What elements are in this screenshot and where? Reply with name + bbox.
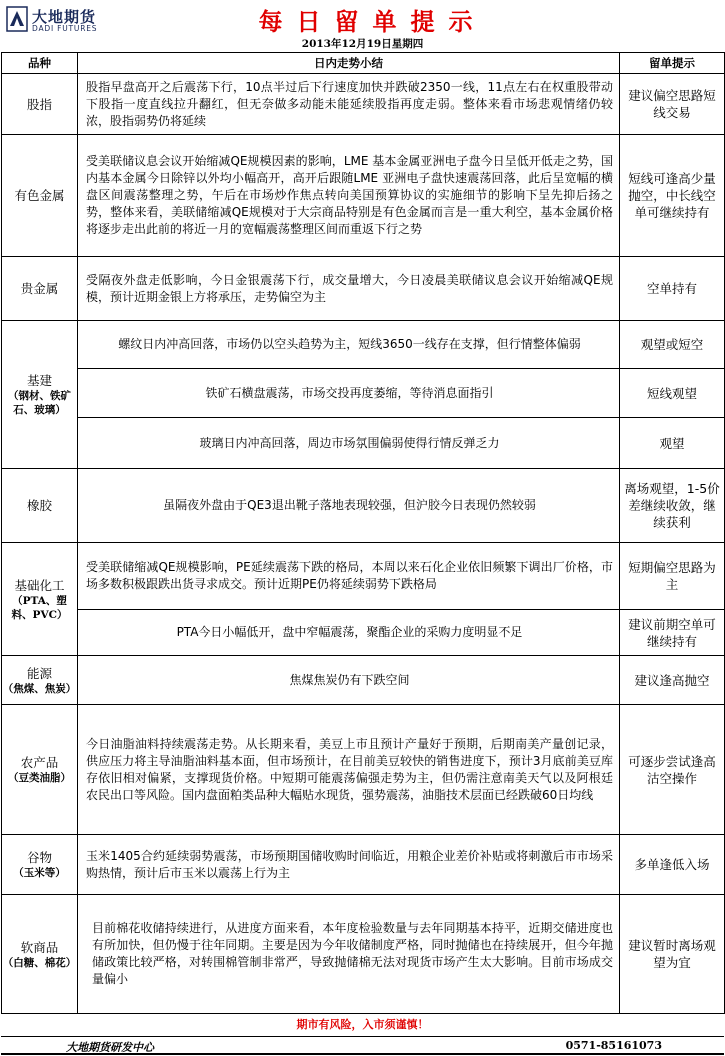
category-subtitle: （豆类油脂） [8,772,71,784]
summary-cell: 受美联储议息会议开始缩减QE规模因素的影响，LME 基本金属亚洲电子盘今日呈低开低走之势，国内基本金属今日除锌以外均小幅高开，高开后跟随LME 亚洲电子盘快速震荡回落，此后呈宽幅的横盘区间震荡整理之势，午后在市场炒作焦点转向美国预算协议的实施细节的影响下呈先抑后扬之势，整体来看，美联储缩减QE规模对于大宗商品特别是有色金属而言是一重大利空，基本金属价格将逐步走出此前的将近一月的宽幅震荡整理区间而重返下行之势 [78,135,620,257]
table-row [2,418,725,469]
tip-cell: 建议暂时离场观望为宜 [620,895,725,1014]
table-row [2,705,725,835]
table-row [2,135,725,257]
category-cell [2,135,78,257]
column-header-variety: 品种 [2,53,78,74]
category-name: 农产品 [20,755,59,770]
table-row [2,321,725,369]
table-row [2,469,725,543]
category-name: 橡胶 [26,498,52,513]
category-cell [2,74,78,135]
table-row [2,369,725,418]
category-cell [2,257,78,321]
summary-cell: 铁矿石横盘震荡，市场交投再度萎缩，等待消息面指引 [78,369,620,418]
column-header-summary: 日内走势小结 [78,53,620,74]
tip-cell: 短线可逢高少量抛空，中长线空单可继续持有 [620,135,725,257]
table-header-row [2,53,725,74]
footer-organization: 大地期货研发中心 [66,1041,154,1054]
category-name: 软商品 [20,939,59,955]
tip-cell: 建议前期空单可继续持有 [620,610,725,656]
tip-cell: 可逐步尝试逢高沽空操作 [620,705,725,835]
summary-cell: 螺纹日内冲高回落，市场仍以空头趋势为主，短线3650一线存在支撑，但行情整体偏弱 [78,321,620,369]
category-cell [2,835,78,895]
risk-notice: 期市有风险，入市须谨慎！ [296,1018,429,1031]
summary-cell: 目前棉花收储持续进行，从进度方面来看，本年度检验数量与去年同期基本持平，近期交储进度也有所加快，但仍慢于往年同期。主要是因为今年收储制度严格，同时抛储也在持续展开，但今年抛储政策比较严格，对转围棉管制非常严，导致抛储棉无法对现货市场产生太大影响。目前市场成交量偏小 [78,895,620,1014]
category-name: 有色金属 [14,188,65,203]
logo-chinese-name: 大地期货 [32,8,97,26]
summary-cell: 玻璃日内冲高回落，周边市场氛围偏弱使得行情反弹乏力 [78,418,620,469]
summary-cell: PTA今日小幅低开，盘中窄幅震荡，聚酯企业的采购力度明显不足 [78,610,620,656]
tip-cell: 空单持有 [620,257,725,321]
category-name: 谷物 [26,850,52,865]
category-name: 贵金属 [20,281,59,296]
summary-cell: 股指早盘高开之后震荡下行，10点半过后下行速度加快并跌破2350一线，11点左右在权重股带动下股指一度直线拉升翻红，但无奈做多动能未能延续股指再度走弱。整体来看市场悲观情绪仍较浓，股指弱势仍将延续 [78,74,620,135]
category-cell [2,543,78,656]
summary-cell: 玉米1405合约延续弱势震荡，市场预期国储收购时间临近，用粮企业差价补贴或将刺激后市市场采购热情，预计后市玉米以震荡上行为主 [78,835,620,895]
category-subtitle: （白糖、棉花） [2,956,77,969]
summary-cell: 焦煤焦炭仍有下跌空间 [78,656,620,705]
category-name: 基建 [26,373,52,388]
table-row [2,74,725,135]
category-name: 基础化工 [14,577,65,593]
category-cell [2,321,78,469]
table-row [2,257,725,321]
summary-cell: 受隔夜外盘走低影响，今日金银震荡下行，成交量增大，今日凌晨美联储议息会议开始缩减QE规模，预计近期金银上方将承压，走势偏空为主 [78,257,620,321]
table-row [2,610,725,656]
tip-cell: 建议偏空思路短线交易 [620,74,725,135]
summary-cell: 今日油脂油料持续震荡走势。从长期来看，美豆上市且预计产量好于预期，后期南美产量创记录，供应压力将主导油脂油料基本面，但市场预计，在目前美豆较快的销售进度下，预计3月底前美豆库存依旧相对偏紧，支撑现货价格。中短期可能震荡偏强走势为主，但仍需注意南美天气以及阿根廷农民出口等风险。国内盘面粕类品种大幅贴水现货，强势震荡，油脂技术层面已经跌破60日均线 [78,705,620,835]
tip-cell: 观望 [620,418,725,469]
table-row [2,656,725,705]
tip-cell: 短期偏空思路为主 [620,543,725,610]
summary-cell: 受美联储缩减QE规模影响，PE延续震荡下跌的格局，本周以来石化企业依旧频繁下调出厂价格，市场多数积极跟跌出货寻求成交。预计近期PE仍将延续弱势下跌格局 [78,543,620,610]
tip-cell: 观望或短空 [620,321,725,369]
logo-english-name: DADI FUTURES [32,24,98,33]
table-row [2,895,725,1014]
column-header-tip: 留单提示 [620,53,725,74]
summary-cell: 虽隔夜外盘由于QE3退出靴子落地表现较强，但沪胶今日表现仍然较弱 [78,469,620,543]
tip-cell: 短线观望 [620,369,725,418]
category-subtitle: （钢材、铁矿石、玻璃） [8,390,71,416]
header [0,0,725,36]
table-row [2,835,725,895]
category-subtitle: （玉米等） [13,867,66,879]
daily-hold-table [1,52,725,1014]
category-cell [2,656,78,705]
document-title: 每日留单提示 [258,8,487,36]
category-name: 能源 [26,665,52,681]
table-row [2,543,725,610]
category-cell [2,705,78,835]
footer [1,1036,724,1055]
category-cell [2,469,78,543]
tip-cell: 建议逢高抛空 [620,656,725,705]
tip-cell: 离场观望，1-5价差继续收敛，继续获利 [620,469,725,543]
category-cell [2,895,78,1014]
category-subtitle: （PTA、塑料、PVC） [11,594,68,621]
category-name: 股指 [26,96,52,112]
footer-phone: 0571-85161073 [565,1039,662,1052]
category-subtitle: （焦煤、焦炭） [2,682,77,695]
tip-cell: 多单逢低入场 [620,835,725,895]
report-date: 2013年12月19日星期四 [301,38,424,50]
